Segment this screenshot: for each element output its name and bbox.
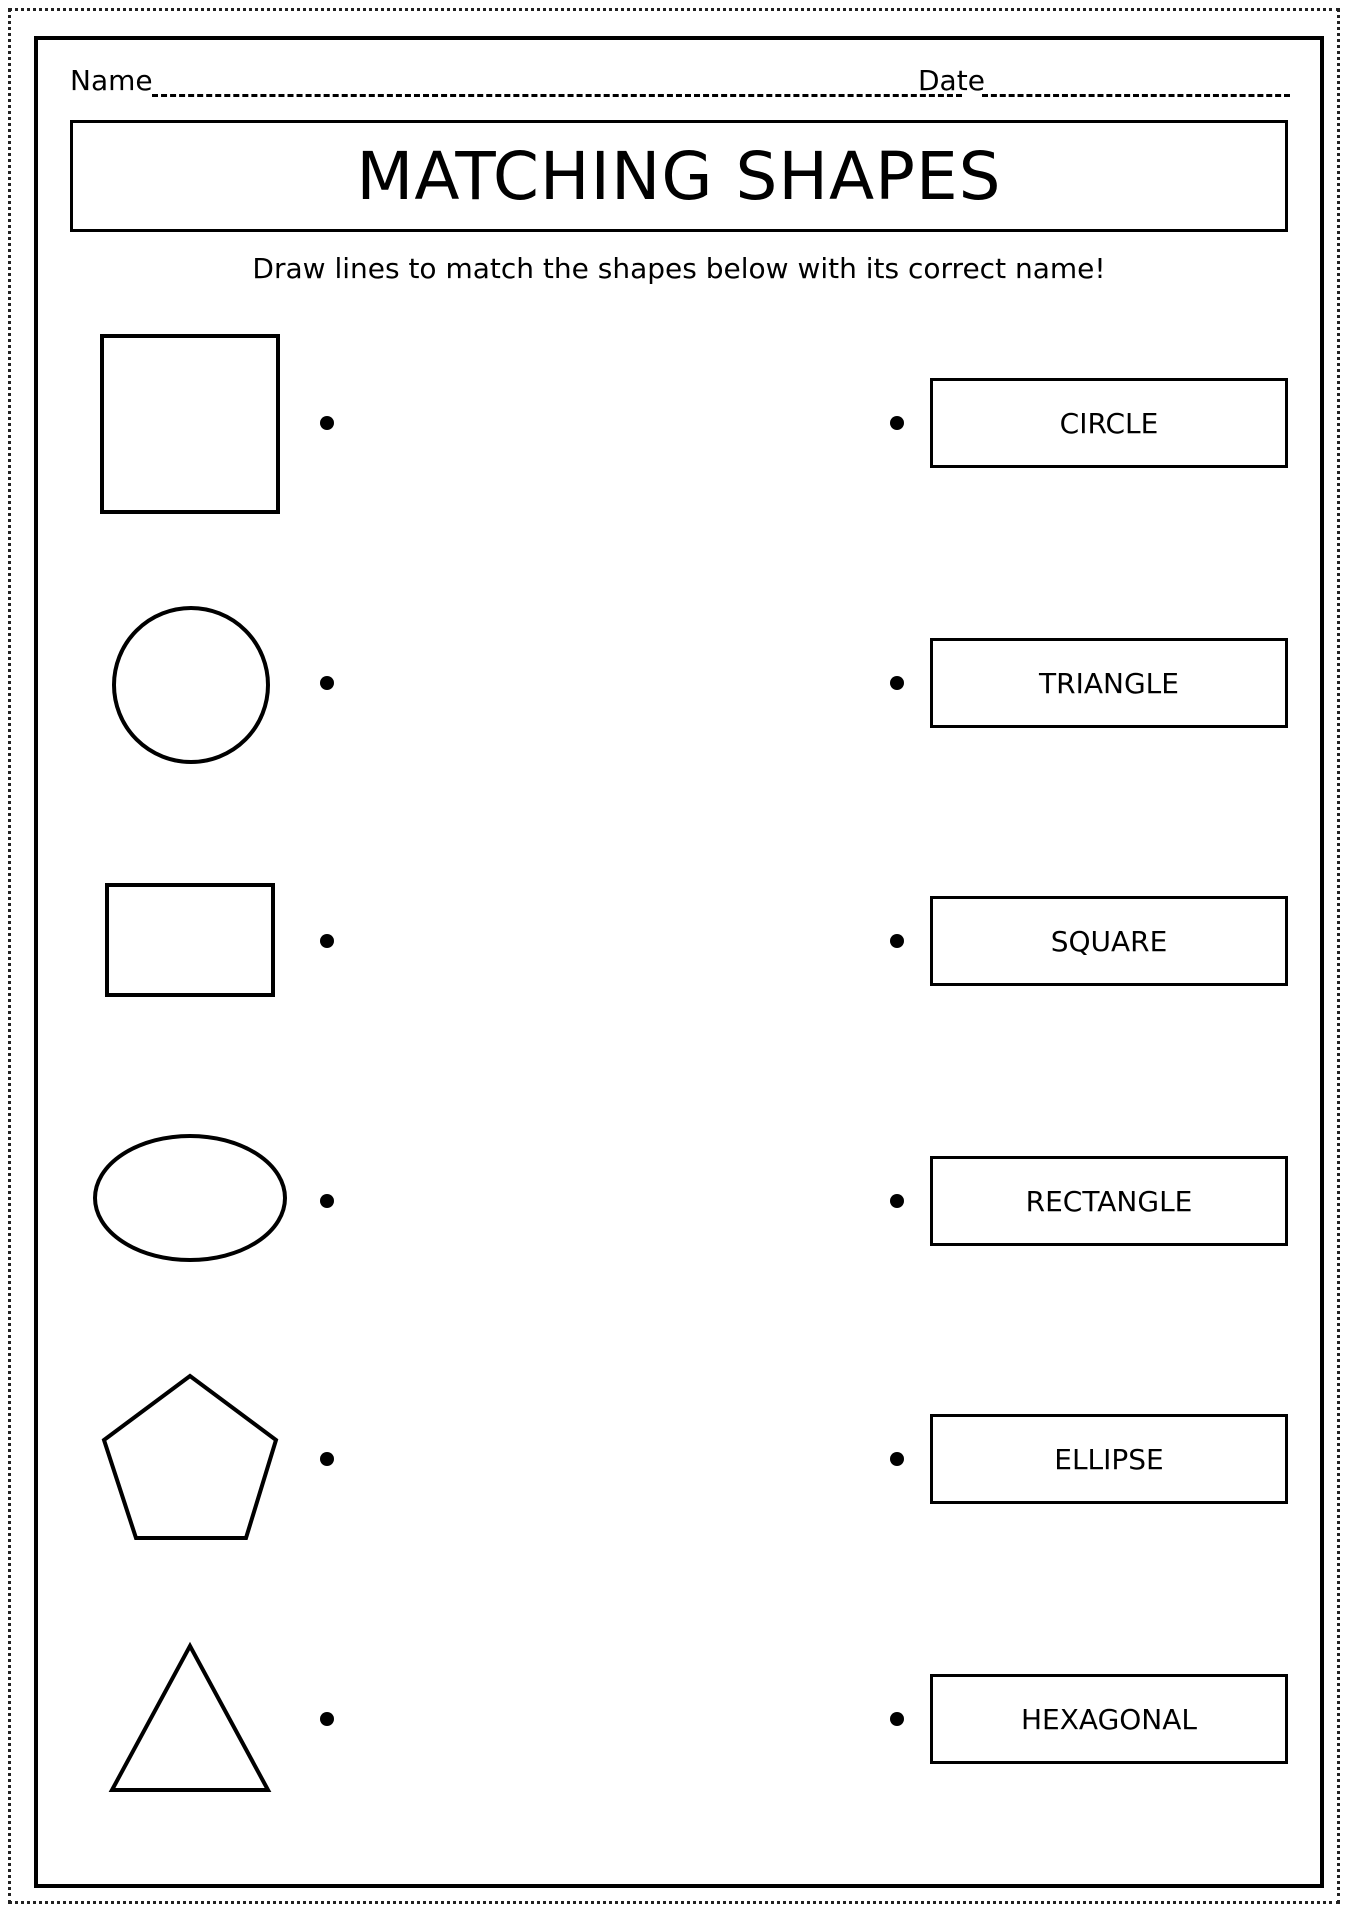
date-field[interactable] [982, 94, 1290, 97]
name-box-6 [930, 1674, 1288, 1764]
name-label-3: SQUARE [1050, 924, 1168, 958]
name-label-2: TRIANGLE [1039, 666, 1179, 700]
name-box-3 [930, 896, 1288, 986]
triangle-shape [106, 1640, 276, 1800]
instruction-text: Draw lines to match the shapes below with its correct name! [252, 252, 1106, 285]
name-field[interactable] [152, 94, 962, 97]
name-label-6: HEXAGONAL [1020, 1702, 1198, 1736]
shape-dot-2[interactable] [320, 676, 334, 690]
shape-dot-3[interactable] [320, 934, 334, 948]
square-shape [96, 330, 286, 520]
name-dot-1[interactable] [890, 416, 904, 430]
ellipse-shape [90, 1130, 290, 1270]
name-dot-3[interactable] [890, 934, 904, 948]
name-dot-4[interactable] [890, 1194, 904, 1208]
header-row [70, 62, 1290, 102]
name-dot-5[interactable] [890, 1452, 904, 1466]
name-label-4: RECTANGLE [1025, 1184, 1193, 1218]
name-box-5 [930, 1414, 1288, 1504]
name-box-4 [930, 1156, 1288, 1246]
rectangle-shape [102, 880, 282, 1000]
name-box-2 [930, 638, 1288, 728]
title-box [70, 120, 1288, 232]
shape-dot-6[interactable] [320, 1712, 334, 1726]
name-dot-6[interactable] [890, 1712, 904, 1726]
page-title: MATCHING SHAPES [356, 137, 1002, 215]
circle-shape [106, 600, 276, 770]
name-label: Name [70, 64, 153, 97]
shape-dot-1[interactable] [320, 416, 334, 430]
name-label-5: ELLIPSE [1054, 1442, 1164, 1476]
date-label: Date [918, 64, 985, 97]
name-box-1 [930, 378, 1288, 468]
shape-dot-4[interactable] [320, 1194, 334, 1208]
pentagon-shape [96, 1370, 286, 1550]
shape-dot-5[interactable] [320, 1452, 334, 1466]
name-label-1: CIRCLE [1059, 406, 1159, 440]
name-dot-2[interactable] [890, 676, 904, 690]
